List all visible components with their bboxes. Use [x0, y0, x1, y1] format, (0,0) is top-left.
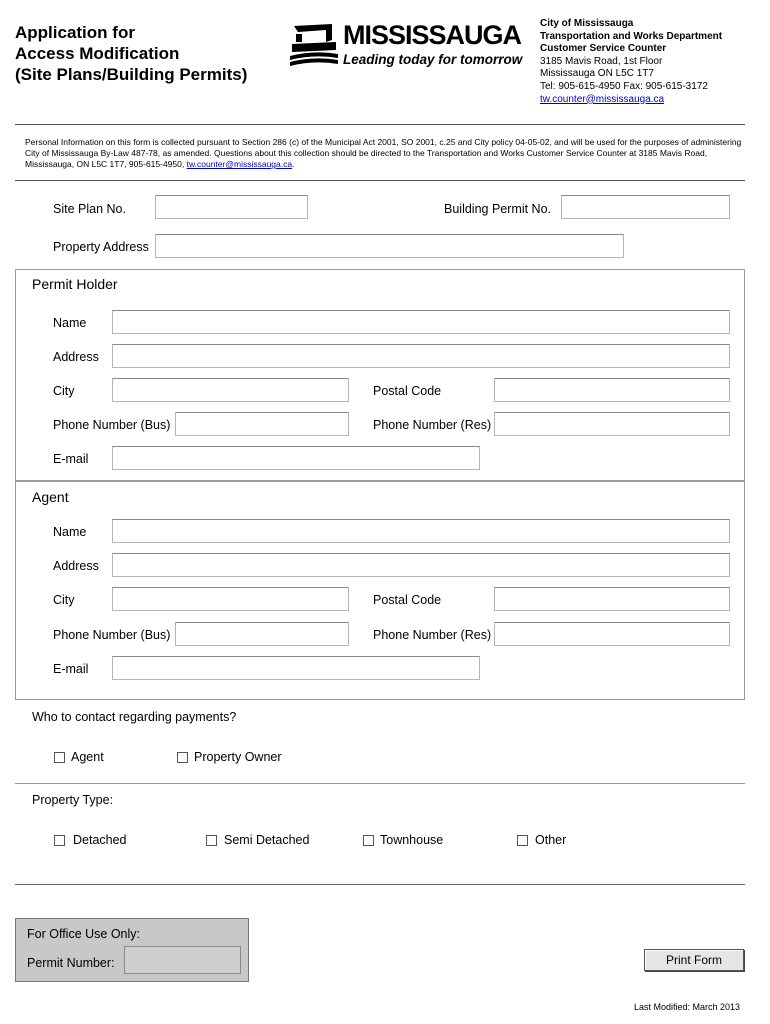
form-title [15, 22, 247, 85]
townhouse-checkbox[interactable] [363, 835, 374, 846]
agent-email-input[interactable] [112, 656, 480, 680]
divider [15, 884, 745, 885]
logo-wordmark: MISSISSAUGA [343, 20, 522, 50]
holder-postal-label: Postal Code [373, 384, 442, 398]
detached-checkbox-label: Detached [73, 833, 127, 847]
holder-phone-bus-input[interactable] [175, 412, 349, 436]
agent-email-label: E-mail [53, 662, 89, 676]
holder-phone-res-label: Phone Number (Res) [373, 418, 492, 432]
property-owner-checkbox[interactable] [177, 752, 188, 763]
holder-phone-bus-label: Phone Number (Bus) [53, 418, 171, 432]
last-modified: Last Modified: March 2013 [634, 1002, 741, 1012]
holder-phone-res-input[interactable] [494, 412, 730, 436]
payments-question: Who to contact regarding payments? [32, 710, 237, 724]
holder-postal-input[interactable] [494, 378, 730, 402]
contact-phone: Tel: 905-615-4950 Fax: 905-615-3172 [540, 80, 708, 92]
agent-checkbox[interactable] [54, 752, 65, 763]
agent-address-input[interactable] [112, 553, 730, 577]
privacy-text: Personal Information on this form is collected pursuant to Section 286 (c) of the Municipal Act 2001, SO 2001, c.25 and City policy 04-05-02, and will be used for the purposes of administering City of Mississauga By-Law 487-78, as amended. Questions about this collection should be directed to the Transportation and Works Customer Service Counter at 3185 Mavis Road, Mississauga, ON L5C 1T7, 905-615-4950, [25, 137, 742, 169]
contact-block [540, 18, 722, 106]
agent-city-input[interactable] [112, 587, 349, 611]
semi-detached-checkbox[interactable] [206, 835, 217, 846]
holder-address-label: Address [53, 350, 99, 364]
privacy-notice [25, 137, 745, 170]
office-use-box [15, 918, 249, 982]
semi-detached-checkbox-label: Semi Detached [224, 833, 310, 847]
detached-checkbox[interactable] [54, 835, 65, 846]
site-plan-label: Site Plan No. [53, 202, 126, 216]
agent-name-input[interactable] [112, 519, 730, 543]
agent-name-label: Name [53, 525, 87, 539]
contact-address2: Mississauga ON L5C 1T7 [540, 68, 654, 80]
building-permit-label: Building Permit No. [444, 202, 551, 216]
property-type-question: Property Type: [32, 793, 114, 807]
privacy-email-link[interactable]: tw.counter@mississauga.ca [186, 159, 293, 169]
holder-email-label: E-mail [53, 452, 89, 466]
property-address-input[interactable] [155, 234, 624, 258]
agent-phone-res-label: Phone Number (Res) [373, 628, 492, 642]
holder-email-input[interactable] [112, 446, 480, 470]
agent-phone-bus-label: Phone Number (Bus) [53, 628, 171, 642]
title-line: Access Modification [15, 44, 180, 63]
contact-dept: Transportation and Works Department [540, 30, 723, 42]
agent-address-label: Address [53, 559, 99, 573]
townhouse-checkbox-label: Townhouse [380, 833, 444, 847]
contact-email-link[interactable]: tw.counter@mississauga.ca [540, 93, 665, 105]
other-checkbox[interactable] [517, 835, 528, 846]
holder-name-input[interactable] [112, 310, 730, 334]
other-checkbox-label: Other [535, 833, 567, 847]
agent-postal-label: Postal Code [373, 593, 442, 607]
permit-number-label: Permit Number: [27, 956, 115, 970]
privacy-end: . [292, 159, 295, 169]
agent-phone-res-input[interactable] [494, 622, 730, 646]
office-use-title: For Office Use Only: [27, 927, 140, 941]
logo-tagline: Leading today for tomorrow [343, 52, 523, 67]
holder-city-label: City [53, 384, 75, 398]
permit-number-input[interactable] [124, 946, 241, 974]
agent-city-label: City [53, 593, 75, 607]
print-form-button[interactable]: Print Form [644, 949, 744, 971]
title-line: (Site Plans/Building Permits) [15, 65, 248, 84]
agent-phone-bus-input[interactable] [175, 622, 349, 646]
divider [15, 124, 745, 125]
agent-title: Agent [32, 489, 69, 505]
divider [15, 180, 745, 181]
title-line: Application for [15, 23, 135, 42]
holder-address-input[interactable] [112, 344, 730, 368]
property-owner-checkbox-label: Property Owner [194, 750, 282, 764]
holder-city-input[interactable] [112, 378, 349, 402]
divider [15, 783, 745, 784]
mississauga-logo [288, 20, 523, 72]
city-logo-icon [288, 20, 340, 70]
contact-org: City of Mississauga [540, 18, 634, 29]
agent-postal-input[interactable] [494, 587, 730, 611]
building-permit-input[interactable] [561, 195, 730, 219]
agent-checkbox-label: Agent [71, 750, 104, 764]
permit-holder-title: Permit Holder [32, 276, 118, 292]
property-address-label: Property Address [53, 240, 149, 254]
contact-counter: Customer Service Counter [540, 43, 667, 55]
holder-name-label: Name [53, 316, 87, 330]
site-plan-input[interactable] [155, 195, 308, 219]
contact-address1: 3185 Mavis Road, 1st Floor [540, 55, 663, 67]
